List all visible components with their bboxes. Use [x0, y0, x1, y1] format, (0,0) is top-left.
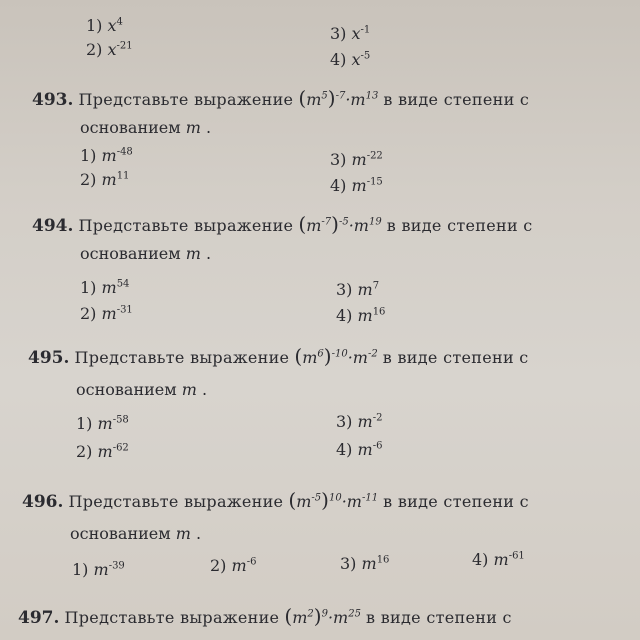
- top-option-1: 1) $x^4$: [86, 16, 123, 35]
- problem-496-option-3: 3) $m^{16}$: [340, 554, 390, 573]
- problem-495-option-3: 3) $m^{-2}$: [336, 412, 383, 431]
- problem-495-option-1: 1) $m^{-58}$: [76, 414, 129, 433]
- problem-496-line2: основанием m .: [70, 524, 202, 543]
- problem-494-option-3: 3) $m^7$: [336, 280, 380, 299]
- problem-495-stem: 495. Представьте выражение $(m^6)^{-10}\cdot m^{-2}$ в виде степени с: [28, 344, 529, 368]
- problem-493-line2: основанием m .: [80, 118, 212, 137]
- problem-496-option-4: 4) $m^{-61}$: [472, 550, 525, 569]
- top-option-3: 3) $x^{-1}$: [330, 24, 371, 43]
- problem-493-option-1: 1) $m^{-48}$: [80, 146, 133, 165]
- problem-495-line2: основанием m .: [76, 380, 208, 399]
- top-option-4: 4) $x^{-5}$: [330, 50, 371, 69]
- problem-493-option-3: 3) $m^{-22}$: [330, 150, 383, 169]
- problem-495-option-4: 4) $m^{-6}$: [336, 440, 383, 459]
- problem-493-stem: 493. Представьте выражение $(m^5)^{-7}\cdot m^{13}$ в виде степени с: [32, 86, 530, 110]
- problem-493-option-2: 2) $m^{11}$: [80, 170, 130, 189]
- problem-494-option-1: 1) $m^{54}$: [80, 278, 130, 297]
- problem-494-stem: 494. Представьте выражение $(m^{-7})^{-5}\cdot m^{19}$ в виде степени с: [32, 212, 533, 236]
- problem-496-stem: 496. Представьте выражение $(m^{-5})^{10}\cdot m^{-11}$ в виде степени с: [22, 488, 529, 512]
- problem-494-line2: основанием m .: [80, 244, 212, 263]
- problem-496-option-2: 2) $m^{-6}$: [210, 556, 257, 575]
- problem-496-option-1: 1) $m^{-39}$: [72, 560, 125, 579]
- problem-494-option-2: 2) $m^{-31}$: [80, 304, 133, 323]
- problem-497-stem: 497. Представьте выражение $(m^2)^9\cdot m^{25}$ в виде степени с: [18, 604, 512, 628]
- problem-495-option-2: 2) $m^{-62}$: [76, 442, 129, 461]
- problem-493-option-4: 4) $m^{-15}$: [330, 176, 383, 195]
- problem-494-option-4: 4) $m^{16}$: [336, 306, 386, 325]
- top-option-2: 2) $x^{-21}$: [86, 40, 133, 59]
